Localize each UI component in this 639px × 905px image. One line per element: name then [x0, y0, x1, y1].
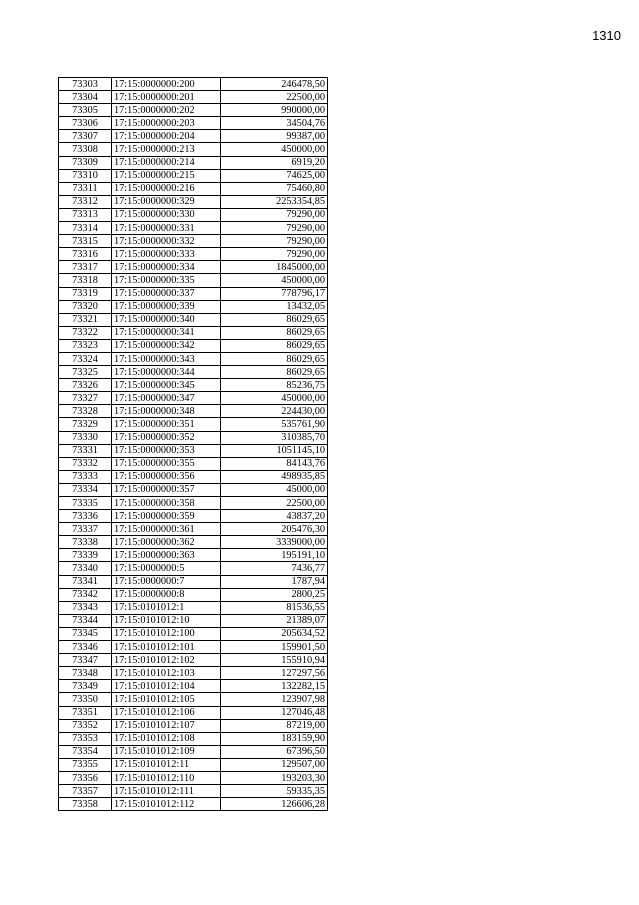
value-cell: 132282,15: [221, 680, 328, 693]
row-number-cell: 73355: [59, 758, 112, 771]
row-number-cell: 73329: [59, 418, 112, 431]
row-number-cell: 73313: [59, 208, 112, 221]
value-cell: 127297,56: [221, 667, 328, 680]
value-cell: 45000,00: [221, 483, 328, 496]
value-cell: 183159,90: [221, 732, 328, 745]
table-row: [59, 208, 328, 221]
value-cell: 129507,00: [221, 758, 328, 771]
row-number-cell: 73337: [59, 523, 112, 536]
value-cell: 99387,00: [221, 130, 328, 143]
cadastral-number-cell: 17:15:0000000:214: [112, 156, 221, 169]
table-row: [59, 758, 328, 771]
value-cell: 990000,00: [221, 104, 328, 117]
cadastral-value-table: [58, 77, 328, 811]
cadastral-number-cell: 17:15:0000000:200: [112, 78, 221, 91]
row-number-cell: 73330: [59, 431, 112, 444]
value-cell: 2800,25: [221, 588, 328, 601]
table-row: [59, 405, 328, 418]
table-row: [59, 248, 328, 261]
value-cell: 22500,00: [221, 91, 328, 104]
row-number-cell: 73322: [59, 326, 112, 339]
cadastral-number-cell: 17:15:0101012:105: [112, 693, 221, 706]
table-row: [59, 143, 328, 156]
cadastral-number-cell: 17:15:0000000:363: [112, 549, 221, 562]
table-row: [59, 235, 328, 248]
value-cell: 87219,00: [221, 719, 328, 732]
cadastral-number-cell: 17:15:0000000:335: [112, 274, 221, 287]
row-number-cell: 73334: [59, 483, 112, 496]
table-row: [59, 457, 328, 470]
cadastral-number-cell: 17:15:0000000:351: [112, 418, 221, 431]
row-number-cell: 73352: [59, 719, 112, 732]
table-row: [59, 339, 328, 352]
value-cell: 195191,10: [221, 549, 328, 562]
cadastral-number-cell: 17:15:0101012:109: [112, 745, 221, 758]
table-row: [59, 169, 328, 182]
cadastral-number-cell: 17:15:0000000:215: [112, 169, 221, 182]
table-row: [59, 182, 328, 195]
row-number-cell: 73316: [59, 248, 112, 261]
value-cell: 79290,00: [221, 248, 328, 261]
row-number-cell: 73331: [59, 444, 112, 457]
row-number-cell: 73350: [59, 693, 112, 706]
value-cell: 75460,80: [221, 182, 328, 195]
row-number-cell: 73323: [59, 339, 112, 352]
row-number-cell: 73326: [59, 379, 112, 392]
row-number-cell: 73310: [59, 169, 112, 182]
table-row: [59, 431, 328, 444]
table-body: [59, 78, 328, 811]
table-row: [59, 575, 328, 588]
table-row: [59, 300, 328, 313]
cadastral-number-cell: 17:15:0101012:111: [112, 785, 221, 798]
cadastral-number-cell: 17:15:0000000:353: [112, 444, 221, 457]
cadastral-number-cell: 17:15:0000000:8: [112, 588, 221, 601]
row-number-cell: 73335: [59, 497, 112, 510]
cadastral-number-cell: 17:15:0000000:340: [112, 313, 221, 326]
value-cell: 74625,00: [221, 169, 328, 182]
table-row: [59, 274, 328, 287]
row-number-cell: 73314: [59, 222, 112, 235]
row-number-cell: 73303: [59, 78, 112, 91]
value-cell: 450000,00: [221, 143, 328, 156]
value-cell: 84143,76: [221, 457, 328, 470]
value-cell: 86029,65: [221, 352, 328, 365]
table-row: [59, 536, 328, 549]
table-row: [59, 719, 328, 732]
table-row: [59, 680, 328, 693]
table-row: [59, 261, 328, 274]
cadastral-number-cell: 17:15:0000000:344: [112, 366, 221, 379]
cadastral-number-cell: 17:15:0000000:356: [112, 470, 221, 483]
row-number-cell: 73320: [59, 300, 112, 313]
table-row: [59, 104, 328, 117]
value-cell: 159901,50: [221, 641, 328, 654]
value-cell: 7436,77: [221, 562, 328, 575]
value-cell: 498935,85: [221, 470, 328, 483]
table-row: [59, 654, 328, 667]
value-cell: 6919,20: [221, 156, 328, 169]
cadastral-number-cell: 17:15:0000000:334: [112, 261, 221, 274]
row-number-cell: 73305: [59, 104, 112, 117]
cadastral-number-cell: 17:15:0000000:332: [112, 235, 221, 248]
value-cell: 67396,50: [221, 745, 328, 758]
table-row: [59, 732, 328, 745]
cadastral-number-cell: 17:15:0000000:341: [112, 326, 221, 339]
cadastral-number-cell: 17:15:0000000:347: [112, 392, 221, 405]
cadastral-number-cell: 17:15:0101012:108: [112, 732, 221, 745]
table-row: [59, 706, 328, 719]
cadastral-number-cell: 17:15:0000000:352: [112, 431, 221, 444]
value-cell: 535761,90: [221, 418, 328, 431]
table-row: [59, 745, 328, 758]
table-row: [59, 497, 328, 510]
cadastral-number-cell: 17:15:0101012:106: [112, 706, 221, 719]
table-row: [59, 326, 328, 339]
value-cell: 205476,30: [221, 523, 328, 536]
row-number-cell: 73336: [59, 510, 112, 523]
value-cell: 3339000,00: [221, 536, 328, 549]
cadastral-number-cell: 17:15:0000000:331: [112, 222, 221, 235]
row-number-cell: 73318: [59, 274, 112, 287]
table-row: [59, 667, 328, 680]
row-number-cell: 73311: [59, 182, 112, 195]
cadastral-number-cell: 17:15:0000000:204: [112, 130, 221, 143]
row-number-cell: 73344: [59, 614, 112, 627]
table-row: [59, 156, 328, 169]
table-row: [59, 117, 328, 130]
table-row: [59, 641, 328, 654]
row-number-cell: 73356: [59, 771, 112, 784]
row-number-cell: 73307: [59, 130, 112, 143]
table-row: [59, 366, 328, 379]
table-row: [59, 771, 328, 784]
row-number-cell: 73358: [59, 798, 112, 811]
cadastral-number-cell: 17:15:0101012:110: [112, 771, 221, 784]
cadastral-number-cell: 17:15:0101012:107: [112, 719, 221, 732]
value-cell: 2253354,85: [221, 195, 328, 208]
cadastral-number-cell: 17:15:0000000:329: [112, 195, 221, 208]
value-cell: 450000,00: [221, 392, 328, 405]
row-number-cell: 73347: [59, 654, 112, 667]
row-number-cell: 73351: [59, 706, 112, 719]
table-row: [59, 483, 328, 496]
table-row: [59, 588, 328, 601]
table-row: [59, 222, 328, 235]
value-cell: 1787,94: [221, 575, 328, 588]
cadastral-number-cell: 17:15:0000000:337: [112, 287, 221, 300]
table-row: [59, 562, 328, 575]
table-row: [59, 130, 328, 143]
row-number-cell: 73327: [59, 392, 112, 405]
table-row: [59, 379, 328, 392]
cadastral-number-cell: 17:15:0000000:348: [112, 405, 221, 418]
row-number-cell: 73325: [59, 366, 112, 379]
cadastral-number-cell: 17:15:0101012:103: [112, 667, 221, 680]
row-number-cell: 73342: [59, 588, 112, 601]
cadastral-number-cell: 17:15:0000000:339: [112, 300, 221, 313]
value-cell: 246478,50: [221, 78, 328, 91]
table-row: [59, 510, 328, 523]
row-number-cell: 73321: [59, 313, 112, 326]
value-cell: 778796,17: [221, 287, 328, 300]
cadastral-number-cell: 17:15:0000000:330: [112, 208, 221, 221]
table-row: [59, 444, 328, 457]
table-row: [59, 287, 328, 300]
value-cell: 310385,70: [221, 431, 328, 444]
value-cell: 123907,98: [221, 693, 328, 706]
cadastral-number-cell: 17:15:0000000:202: [112, 104, 221, 117]
row-number-cell: 73353: [59, 732, 112, 745]
row-number-cell: 73348: [59, 667, 112, 680]
cadastral-number-cell: 17:15:0000000:361: [112, 523, 221, 536]
cadastral-number-cell: 17:15:0101012:102: [112, 654, 221, 667]
value-cell: 86029,65: [221, 313, 328, 326]
cadastral-number-cell: 17:15:0000000:213: [112, 143, 221, 156]
cadastral-number-cell: 17:15:0101012:10: [112, 614, 221, 627]
row-number-cell: 73312: [59, 195, 112, 208]
value-cell: 22500,00: [221, 497, 328, 510]
row-number-cell: 73332: [59, 457, 112, 470]
value-cell: 127046,48: [221, 706, 328, 719]
table-row: [59, 601, 328, 614]
row-number-cell: 73340: [59, 562, 112, 575]
table-row: [59, 470, 328, 483]
cadastral-number-cell: 17:15:0000000:357: [112, 483, 221, 496]
table-row: [59, 392, 328, 405]
value-cell: 34504,76: [221, 117, 328, 130]
row-number-cell: 73308: [59, 143, 112, 156]
cadastral-number-cell: 17:15:0000000:201: [112, 91, 221, 104]
value-cell: 193203,30: [221, 771, 328, 784]
value-cell: 13432,05: [221, 300, 328, 313]
value-cell: 79290,00: [221, 222, 328, 235]
cadastral-number-cell: 17:15:0000000:362: [112, 536, 221, 549]
row-number-cell: 73319: [59, 287, 112, 300]
value-cell: 43837,20: [221, 510, 328, 523]
value-cell: 21389,07: [221, 614, 328, 627]
cadastral-number-cell: 17:15:0000000:333: [112, 248, 221, 261]
table-row: [59, 614, 328, 627]
table-row: [59, 693, 328, 706]
table-row: [59, 313, 328, 326]
cadastral-number-cell: 17:15:0101012:1: [112, 601, 221, 614]
cadastral-number-cell: 17:15:0000000:7: [112, 575, 221, 588]
value-cell: 79290,00: [221, 208, 328, 221]
value-cell: 1845000,00: [221, 261, 328, 274]
value-cell: 79290,00: [221, 235, 328, 248]
value-cell: 86029,65: [221, 326, 328, 339]
row-number-cell: 73349: [59, 680, 112, 693]
cadastral-number-cell: 17:15:0000000:342: [112, 339, 221, 352]
cadastral-number-cell: 17:15:0101012:11: [112, 758, 221, 771]
table-row: [59, 352, 328, 365]
table-row: [59, 78, 328, 91]
value-cell: 85236,75: [221, 379, 328, 392]
row-number-cell: 73309: [59, 156, 112, 169]
value-cell: 59335,35: [221, 785, 328, 798]
value-cell: 126606,28: [221, 798, 328, 811]
table-row: [59, 195, 328, 208]
row-number-cell: 73345: [59, 627, 112, 640]
cadastral-number-cell: 17:15:0101012:104: [112, 680, 221, 693]
row-number-cell: 73339: [59, 549, 112, 562]
row-number-cell: 73324: [59, 352, 112, 365]
row-number-cell: 73341: [59, 575, 112, 588]
row-number-cell: 73304: [59, 91, 112, 104]
value-cell: 86029,65: [221, 366, 328, 379]
row-number-cell: 73338: [59, 536, 112, 549]
row-number-cell: 73357: [59, 785, 112, 798]
row-number-cell: 73346: [59, 641, 112, 654]
table-row: [59, 785, 328, 798]
row-number-cell: 73315: [59, 235, 112, 248]
cadastral-number-cell: 17:15:0101012:101: [112, 641, 221, 654]
value-cell: 450000,00: [221, 274, 328, 287]
row-number-cell: 73354: [59, 745, 112, 758]
row-number-cell: 73317: [59, 261, 112, 274]
value-cell: 205634,52: [221, 627, 328, 640]
table-row: [59, 627, 328, 640]
cadastral-number-cell: 17:15:0101012:112: [112, 798, 221, 811]
row-number-cell: 73343: [59, 601, 112, 614]
table-row: [59, 549, 328, 562]
row-number-cell: 73306: [59, 117, 112, 130]
row-number-cell: 73328: [59, 405, 112, 418]
table-row: [59, 798, 328, 811]
cadastral-number-cell: 17:15:0000000:359: [112, 510, 221, 523]
table-row: [59, 91, 328, 104]
row-number-cell: 73333: [59, 470, 112, 483]
cadastral-number-cell: 17:15:0101012:100: [112, 627, 221, 640]
value-cell: 1051145,10: [221, 444, 328, 457]
value-cell: 224430,00: [221, 405, 328, 418]
cadastral-number-cell: 17:15:0000000:343: [112, 352, 221, 365]
cadastral-number-cell: 17:15:0000000:345: [112, 379, 221, 392]
table-row: [59, 523, 328, 536]
cadastral-number-cell: 17:15:0000000:5: [112, 562, 221, 575]
table-row: [59, 418, 328, 431]
page-number: 1310: [592, 28, 621, 43]
value-cell: 81536,55: [221, 601, 328, 614]
value-cell: 86029,65: [221, 339, 328, 352]
value-cell: 155910,94: [221, 654, 328, 667]
cadastral-number-cell: 17:15:0000000:355: [112, 457, 221, 470]
cadastral-number-cell: 17:15:0000000:358: [112, 497, 221, 510]
cadastral-number-cell: 17:15:0000000:203: [112, 117, 221, 130]
cadastral-number-cell: 17:15:0000000:216: [112, 182, 221, 195]
